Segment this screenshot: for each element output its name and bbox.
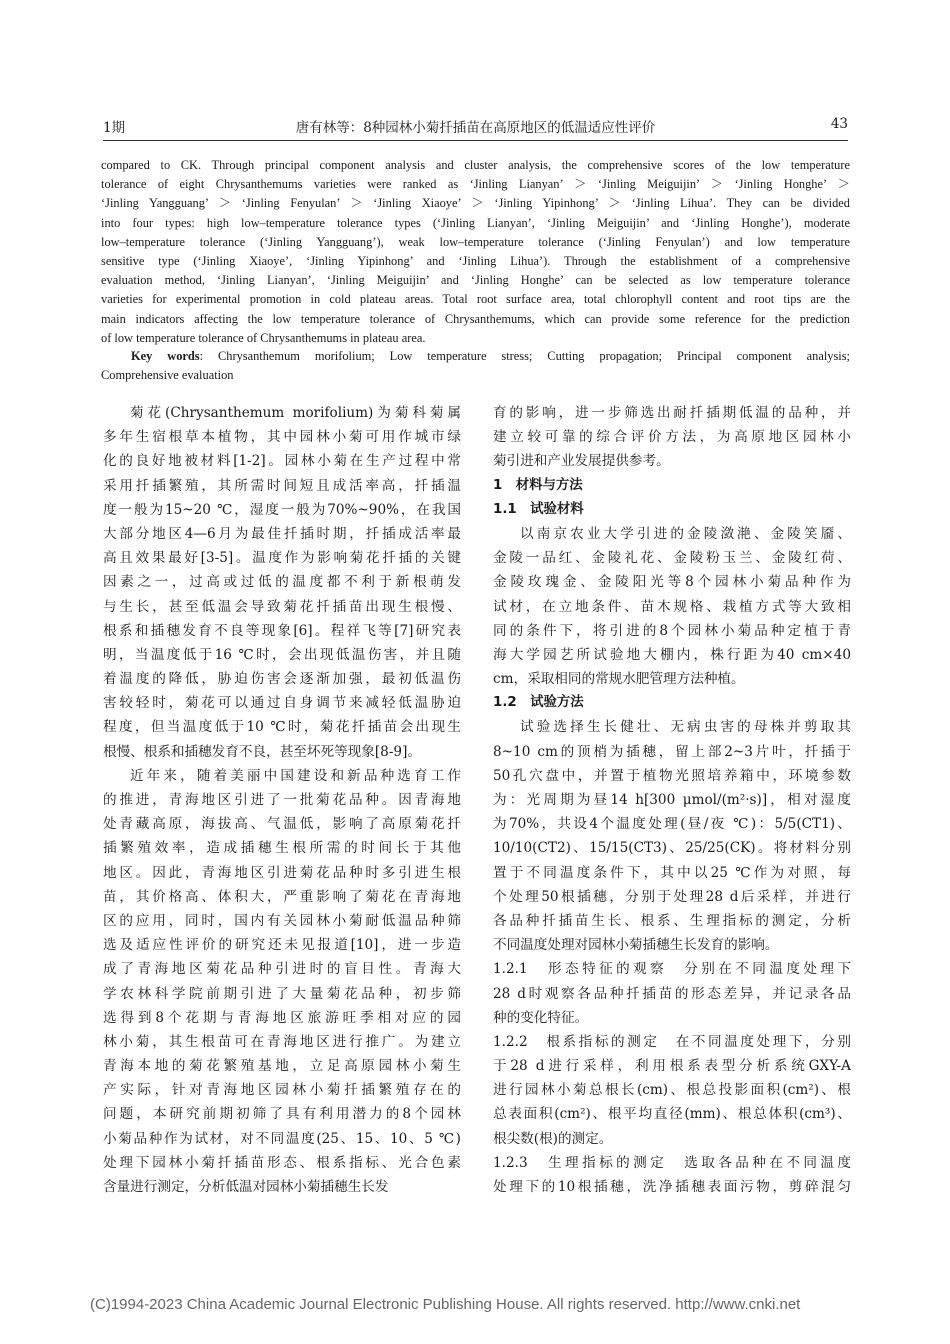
left-column-line-25: 学农林科学院前期引进了大量菊花品种，初步筛 <box>103 985 461 1002</box>
issue-label: 1期 <box>103 120 126 136</box>
right-column-line-11: 海大学园艺所试验地大棚内，株行距为40 cm×40 <box>493 646 851 663</box>
right-column-line-7: 金陵一品红、金陵礼花、金陵粉玉兰、金陵红荷、 <box>493 550 851 567</box>
right-column-line-4: 1 材料与方法 <box>493 477 583 493</box>
left-column-line-11: 明，当温度低于16 ℃时，会出现低温伤害，并且随 <box>103 646 461 663</box>
right-column-line-15: 8~10 cm的顶梢为插穗，留上部2~3片叶，扦插于 <box>493 743 851 760</box>
left-column-line-12: 着温度的降低，胁迫伤害会逐渐加强，最初低温伤 <box>103 671 461 688</box>
left-column-line-21: 苗，其价格高、体积大，严重影响了菊花在青海地 <box>103 888 461 905</box>
left-column-line-2: 多年生宿根草本植物，其中园林小菊可用作城市绿 <box>103 429 461 446</box>
left-column-line-6: 大部分地区4—6月为最佳扦插时期，扦插成活率最 <box>103 525 461 542</box>
left-column-line-3: 化的良好地被材料[1-2]。园林小菊在生产过程中常 <box>103 453 461 470</box>
left-column-line-5: 度一般为15~20 ℃，湿度一般为70%~90%，在我国 <box>103 501 461 518</box>
abstract-line-3: ‘Jinling Yangguang’ ＞ ‘Jinling Fenyulan’ ＞ ‘Jinling Xiaoye’ ＞ ‘Jinling Yipinhong’ ＞ ‘Jinling Lihua’. They can be divided <box>101 196 850 211</box>
right-column-line-26: 种的变化特征。 <box>493 1009 589 1026</box>
abstract-line-8: varieties for experimental promotion in cold plateau areas. Total root surface area, total chlorophyll content and root tips are the <box>101 292 850 307</box>
copyright-footer: (C)1994-2023 China Academic Journal Electronic Publishing House. All rights reserved. http://www.cnki.net <box>90 1296 801 1313</box>
abstract-line-9: main indicators affecting the low temperature tolerance of Chrysanthemums, which can provide some reference for the prediction <box>101 311 850 326</box>
abstract-line-10: of low temperature tolerance of Chrysanthemums in plateau area. <box>101 330 426 345</box>
abstract-line-4: into four types: high low–temperature tolerance types (‘Jinling Lianyan’, ‘Jinling Meiguijin’ and ‘Jinling Honghe’), moderate <box>101 215 850 230</box>
keywords-label: Key words <box>131 349 200 363</box>
right-column-line-23: 不同温度处理对园林小菊插穗生长发育的影响。 <box>493 937 779 954</box>
right-column-line-2: 建立较可靠的综合评价方法，为高原地区园林小 <box>493 429 851 446</box>
abstract-line-6: sensitive type (‘Jinling Xiaoye’, ‘Jinling Yipinhong’ and ‘Jinling Lihua’). Through the establishment of a comprehensive <box>101 253 850 268</box>
right-column-line-16: 50孔穴盘中，并置于植物光照培养箱中，环境参数 <box>493 767 851 784</box>
right-column-line-31: 根尖数(根)的测定。 <box>493 1130 613 1147</box>
left-column-line-17: 的推进，青海地区引进了一批菊花品种。因青海地 <box>103 792 461 808</box>
right-column-line-6: 以南京农业大学引进的金陵潋滟、金陵笑靥、 <box>520 525 851 542</box>
right-column-line-8: 金陵玫瑰金、金陵阳光等8个园林小菊品种作为 <box>493 574 851 591</box>
left-column-line-27: 林小菊，其生根苗可在青海地区进行推广。为建立 <box>103 1033 461 1050</box>
header-rule <box>103 140 848 141</box>
right-column-line-5: 1.1 试验材料 <box>493 501 584 517</box>
body-right-column <box>493 401 851 1199</box>
running-title: 唐有林等：8种园林小菊扦插苗在高原地区的低温适应性评价 <box>295 120 656 136</box>
right-column-line-18: 为70%，共设4个温度处理(昼/夜 ℃)：5/5(CT1)、 <box>493 816 851 833</box>
right-column-line-9: 试材，在立地条件、苗木规格、栽植方式等大致相 <box>493 598 851 615</box>
left-column-line-7: 高且效果最好[3-5]。温度作为影响菊花扦插的关键 <box>103 550 461 567</box>
left-column-line-32: 处理下园林小菊扦插苗形态、根系指标、光合色素 <box>103 1154 461 1171</box>
left-column-line-10: 根系和插穗发育不良等现象[6]。程祥飞等[7]研究表 <box>103 622 461 639</box>
left-column-line-13: 害较轻时，菊花可以通过自身调节来减轻低温胁迫 <box>103 695 461 712</box>
left-column-line-16: 近年来，随着美丽中国建设和新品种选育工作 <box>130 767 461 784</box>
abstract-line-5: low–temperature tolerance (‘Jinling Yangguang’), weak low–temperature tolerance (‘Jinling Fenyulan’) and low temperature <box>101 234 850 249</box>
left-column-line-9: 与生长，甚至低温会导致菊花扦插苗出现生根慢、 <box>103 598 461 615</box>
abstract-line-2: tolerance of eight Chrysanthemums varieties were ranked as ‘Jinling Lianyan’ ＞ ‘Jinling Meiguijin’ ＞ ‘Jinling Honghe’ ＞ <box>101 177 850 192</box>
keywords-line-1 <box>101 347 850 366</box>
left-column-line-20: 地区。因此，青海地区引进菊花品种时多引进生根 <box>103 864 461 881</box>
right-column-line-25: 28 d时观察各品种扦插苗的形态差异，并记录各品 <box>493 985 851 1002</box>
right-column-line-28: 于28 d进行采样，利用根系表型分析系统GXY-A <box>493 1058 851 1075</box>
keywords-line-2: Comprehensive evaluation <box>101 368 234 383</box>
keywords <box>101 347 850 385</box>
left-column-line-23: 选及适应性评价的研究还未见报道[10]，进一步造 <box>103 937 461 954</box>
right-column-line-20: 置于不同温度条件下，其中以25 ℃作为对照，每 <box>493 864 851 881</box>
right-column-line-27: 1.2.2 根系指标的测定 在不同温度处理下，分别 <box>493 1033 851 1050</box>
right-column-line-1: 育的影响，进一步筛选出耐扦插期低温的品种，并 <box>493 405 851 421</box>
running-header <box>103 116 848 138</box>
left-column-line-15: 根慢、根系和插穗发育不良，甚至坏死等现象[8-9]。 <box>103 743 421 760</box>
left-column-line-30: 问题，本研究前期初筛了具有利用潜力的8个园林 <box>103 1106 461 1123</box>
right-column-line-33: 处理下的10根插穗，洗净插穗表面污物，剪碎混匀 <box>493 1179 851 1195</box>
abstract-line-1: compared to CK. Through principal component analysis and cluster analysis, the comprehensive scores of the low temperature <box>101 158 850 172</box>
right-column-line-13: 1.2 试验方法 <box>493 695 584 711</box>
left-column-line-8: 因素之一，过高或过低的温度都不利于新根萌发 <box>103 574 461 591</box>
right-column-line-32: 1.2.3 生理指标的测定 选取各品种在不同温度 <box>493 1154 851 1171</box>
right-column-line-21: 个处理50根插穗，分别于处理28 d后采样，并进行 <box>493 888 851 905</box>
left-column-line-31: 小菊品种作为试材，对不同温度(25、15、10、5 ℃) <box>103 1130 461 1147</box>
right-column-line-19: 10/10(CT2)、15/15(CT3)、25/25(CK)。将材料分别 <box>493 840 851 857</box>
left-column-line-29: 产实际，针对青海地区园林小菊扦插繁殖存在的 <box>103 1082 461 1099</box>
left-column-line-26: 选得到8个花期与青海地区旅游旺季相对应的园 <box>103 1009 461 1026</box>
left-column-line-24: 成了青海地区菊花品种引进时的盲目性。青海大 <box>103 961 461 978</box>
left-column-line-1: 菊花(Chrysanthemum morifolium)为菊科菊属 <box>130 405 461 421</box>
left-column-line-4: 采用扦插繁殖，其所需时间短且成活率高，扦插温 <box>103 477 461 494</box>
page-number: 43 <box>830 116 848 132</box>
right-column-line-12: cm，采取相同的常规水肥管理方法种植。 <box>493 671 745 688</box>
right-column-line-22: 各品种扦插苗生长、根系、生理指标的测定，分析 <box>493 912 851 929</box>
abstract-line-7: evaluation method, ‘Jinling Lianyan’, ‘Jinling Meiguijin’ and ‘Jinling Honghe’ can be selected as low temperature tolerance <box>101 273 850 288</box>
left-column-line-28: 青海本地的菊花繁殖基地，立足高原园林小菊生 <box>103 1058 461 1075</box>
left-column-line-22: 区的应用，同时，国内有关园林小菊耐低温品种筛 <box>103 912 461 929</box>
right-column-line-14: 试验选择生长健壮、无病虫害的母株并剪取其 <box>520 719 851 736</box>
left-column-line-19: 插繁殖效率，造成插穗生根所需的时间长于其他 <box>103 840 461 857</box>
right-column-line-17: 为：光周期为昼14 h[300 μmol/(m²·s)]，相对湿度 <box>493 792 851 808</box>
right-column-line-30: 总表面积(cm²)、根平均直径(mm)、根总体积(cm³)、 <box>493 1106 851 1123</box>
right-column-line-10: 同的条件下，将引进的8个园林小菊品种定植于青 <box>493 622 851 639</box>
left-column-line-14: 程度，但当温度低于10 ℃时，菊花扦插苗会出现生 <box>103 719 461 736</box>
right-column-line-3: 菊引进和产业发展提供参考。 <box>493 453 670 470</box>
keywords-text-1: : Chrysanthemum morifolium; Low temperature stress; Cutting propagation; Principal component analysis; <box>199 349 850 363</box>
body-left-column <box>103 401 461 1199</box>
left-column-line-18: 处青藏高原，海拔高、气温低，影响了高原菊花扦 <box>103 816 461 833</box>
right-column-line-29: 进行园林小菊总根长(cm)、根总投影面积(cm²)、根 <box>493 1082 851 1099</box>
left-column-line-33: 含量进行测定，分析低温对园林小菊插穗生长发 <box>103 1179 389 1195</box>
right-column-line-24: 1.2.1 形态特征的观察 分别在不同温度处理下 <box>493 961 851 978</box>
abstract-continuation <box>101 156 850 348</box>
